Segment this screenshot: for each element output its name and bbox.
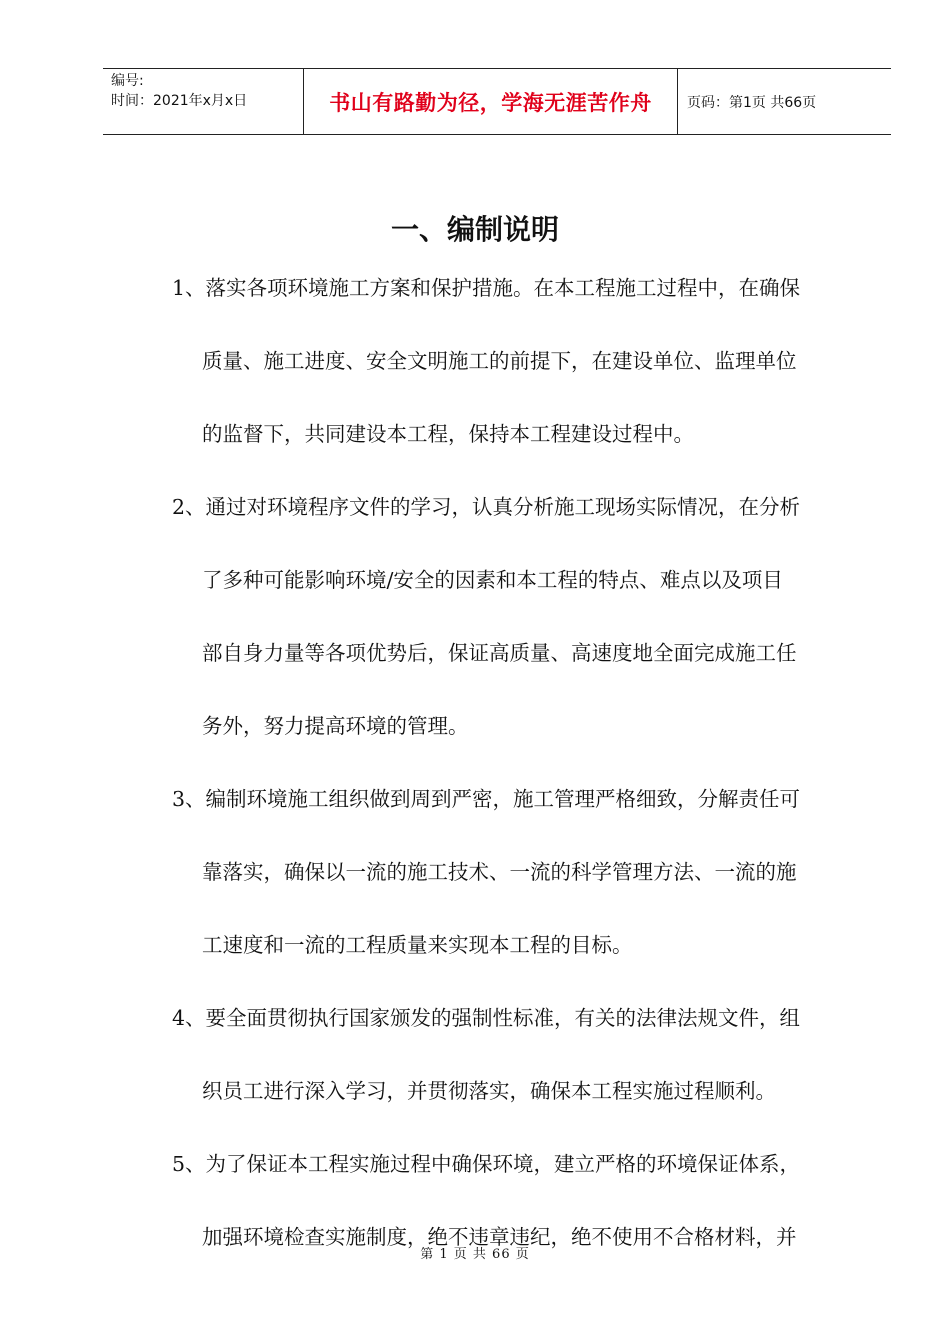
paragraph-line: 质量、施工进度、安全文明施工的前提下，在建设单位、监理单位: [202, 349, 797, 373]
section-title: 一、编制说明: [390, 213, 559, 246]
paragraph-line: 4、要全面贯彻执行国家颁发的强制性标准，有关的法律法规文件，组: [172, 1006, 801, 1030]
page-footer: 第 1 页 共 66 页: [420, 1247, 530, 1262]
paragraph-2: [172, 489, 862, 781]
paragraph-line: 织员工进行深入学习，并贯彻落实，确保本工程实施过程顺利。: [202, 1079, 776, 1103]
paragraph-line: 的监督下，共同建设本工程，保持本工程建设过程中。: [202, 422, 694, 446]
header-page-info: 页码：第1页 共66页: [687, 94, 817, 111]
paragraph-3: [172, 781, 862, 1000]
paragraph-line: 务外，努力提高环境的管理。: [202, 714, 469, 738]
paragraph-line: 靠落实，确保以一流的施工技术、一流的科学管理方法、一流的施: [202, 860, 797, 884]
header-meta: [103, 69, 304, 134]
paragraph-line: 工速度和一流的工程质量来实现本工程的目标。: [202, 933, 633, 957]
paragraph-5: [172, 1146, 862, 1292]
paragraph-4: [172, 1000, 862, 1146]
document-number-label: 编号:: [111, 73, 144, 89]
page-header: [103, 68, 891, 135]
paragraph-line: 了多种可能影响环境/安全的因素和本工程的特点、难点以及项目: [202, 568, 783, 592]
paragraph-line: 部自身力量等各项优势后，保证高质量、高速度地全面完成施工任: [202, 641, 797, 665]
paragraph-line: 1、落实各项环境施工方案和保护措施。在本工程施工过程中，在确保: [172, 276, 801, 300]
paragraph-line: 2、通过对环境程序文件的学习，认真分析施工现场实际情况，在分析: [172, 495, 801, 519]
document-time-label: 时间：2021年x月x日: [111, 93, 248, 109]
paragraph-line: 3、编制环境施工组织做到周到严密，施工管理严格细致，分解责任可: [172, 787, 801, 811]
paragraph-1: [172, 270, 862, 489]
header-motto: 书山有路勤为径，学海无涯苦作舟: [304, 69, 678, 134]
document-body: [172, 270, 862, 1292]
paragraph-line: 加强环境检查实施制度，绝不违章违纪，绝不使用不合格材料，并: [202, 1225, 797, 1249]
paragraph-line: 5、为了保证本工程实施过程中确保环境，建立严格的环境保证体系，: [172, 1152, 801, 1176]
